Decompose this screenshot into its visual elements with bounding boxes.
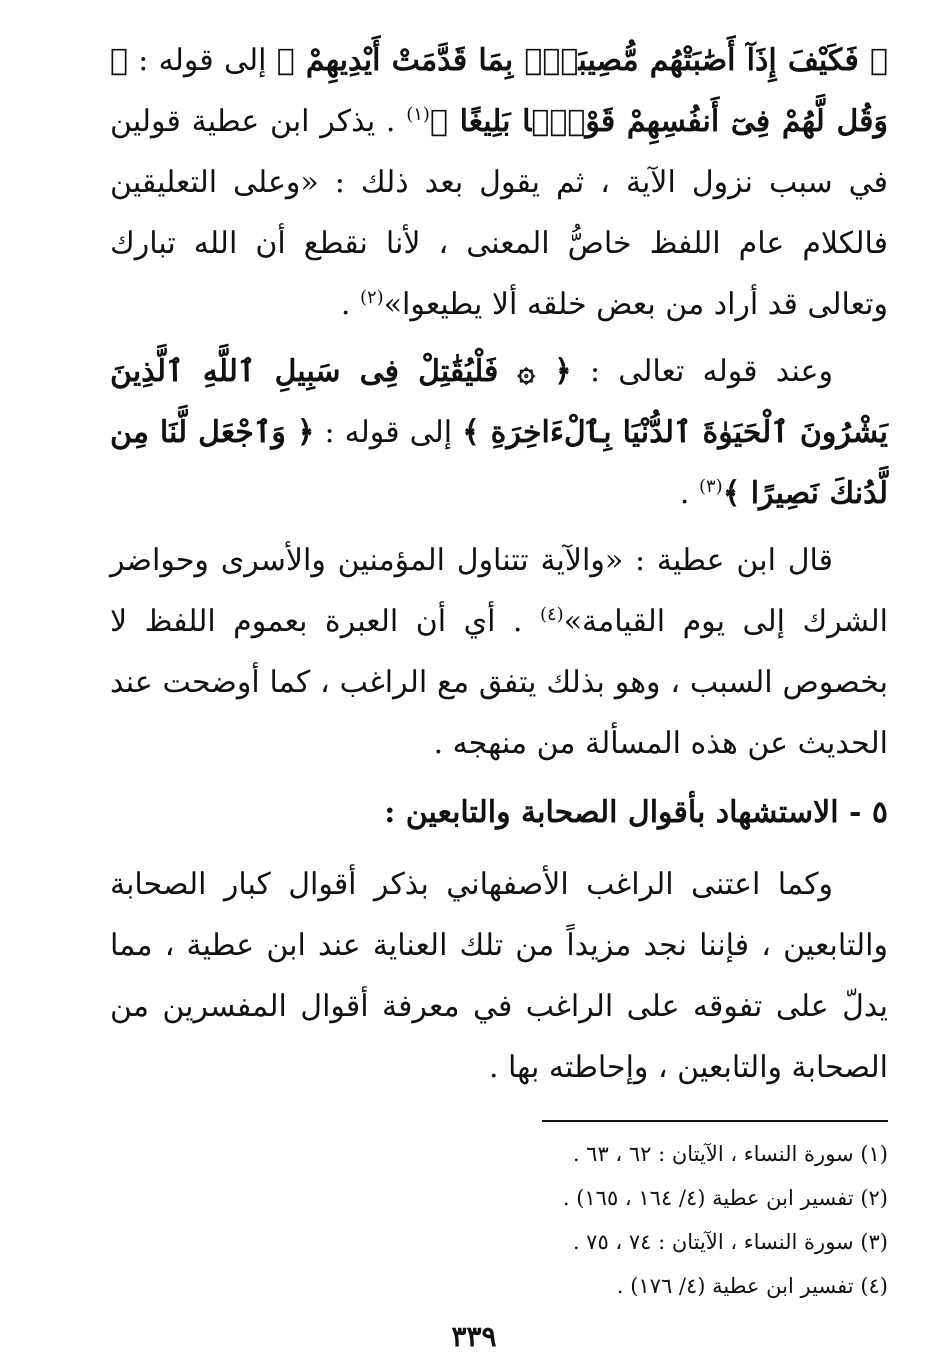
- quran-quote: ﴿ فَكَيْفَ إِذَآ أَصَٰبَتْهُم مُّصِيبَةُۢ بِمَا قَدَّمَتْ أَيْدِيهِمْ ﴾: [276, 43, 889, 78]
- page-number: ٣٣٩: [451, 1320, 497, 1353]
- paragraph-3: [110, 530, 888, 774]
- book-page: [110, 30, 888, 1331]
- paragraph-1: [110, 30, 888, 335]
- paragraph-text: إلى قوله :: [128, 43, 277, 78]
- paragraph-text: قال ابن عطية : «والآية تتناول المؤمنين والأسرى وحواضر الشرك إلى يوم القيامة»: [110, 543, 888, 639]
- section-heading: ٥ - الاستشهاد بأقوال الصحابة والتابعين :: [384, 795, 888, 830]
- footnote-ref: (١): [406, 104, 430, 125]
- footnote-3: (٣) سورة النساء ، الآيتان : ٧٤ ، ٧٥ .: [572, 1230, 888, 1254]
- paragraph-text: .: [340, 287, 360, 322]
- paragraph-text: .: [679, 476, 699, 511]
- footnote-separator: [542, 1120, 888, 1122]
- paragraph-text: إلى قوله :: [314, 415, 463, 450]
- paragraph-2: [110, 341, 888, 524]
- footnote-ref: (٣): [698, 476, 723, 497]
- footnotes: [110, 1132, 888, 1308]
- paragraph-4: وكما اعتنى الراغب الأصفهاني بذكر أقوال كبار الصحابة والتابعين ، فإننا نجد مزيداً من تلك العناية عند ابن عطية ، مما يدلّ على تفوقه على الراغب في معرفة أقوال المفسرين من الصحابة والتابعين ، وإحاطته بها .: [110, 867, 888, 1085]
- quran-quote: ﴿ وَقُل لَّهُمْ فِىٓ أَنفُسِهِمْ قَوْلًۢا بَلِيغًا ﴾: [110, 43, 888, 139]
- quran-quote: ﴿ ۞ فَلْيُقَٰتِلْ فِى سَبِيلِ ٱللَّهِ ٱلَّذِينَ يَشْرُونَ ٱلْحَيَوٰةَ ٱلدُّنْيَا بِٱلْءَاخِرَةِ ﴾: [110, 354, 888, 450]
- footnote-4: (٤) تفسير ابن عطية (٤/ ١٧٦) .: [616, 1274, 888, 1298]
- footnote-ref: (٤): [539, 604, 564, 625]
- paragraph-text: . يذكر ابن عطية قولين في سبب نزول الآية ، ثم يقول بعد ذلك : «وعلى التعليقين فالكلام عام اللفظ خاصُّ المعنى ، لأنا نقطع أن الله تبارك وتعالى قد أراد من بعض خلقه ألا يطيعوا»: [110, 104, 888, 322]
- footnote-2: (٢) تفسير ابن عطية (٤/ ١٦٤ ، ١٦٥) .: [562, 1186, 888, 1210]
- paragraph-text: . أي أن العبرة بعموم اللفظ لا بخصوص السبب ، وهو بذلك يتفق مع الراغب ، كما أوضحت عند الحديث عن هذه المسألة من منهجه .: [110, 604, 888, 761]
- quran-quote: ﴿ وَٱجْعَل لَّنَا مِن لَّدُنكَ نَصِيرًا ﴾: [110, 415, 888, 511]
- footnote-1: (١) سورة النساء ، الآيتان : ٦٢ ، ٦٣ .: [572, 1142, 888, 1166]
- footnote-ref: (٢): [359, 287, 384, 308]
- paragraph-text: وعند قوله تعالى :: [571, 354, 833, 389]
